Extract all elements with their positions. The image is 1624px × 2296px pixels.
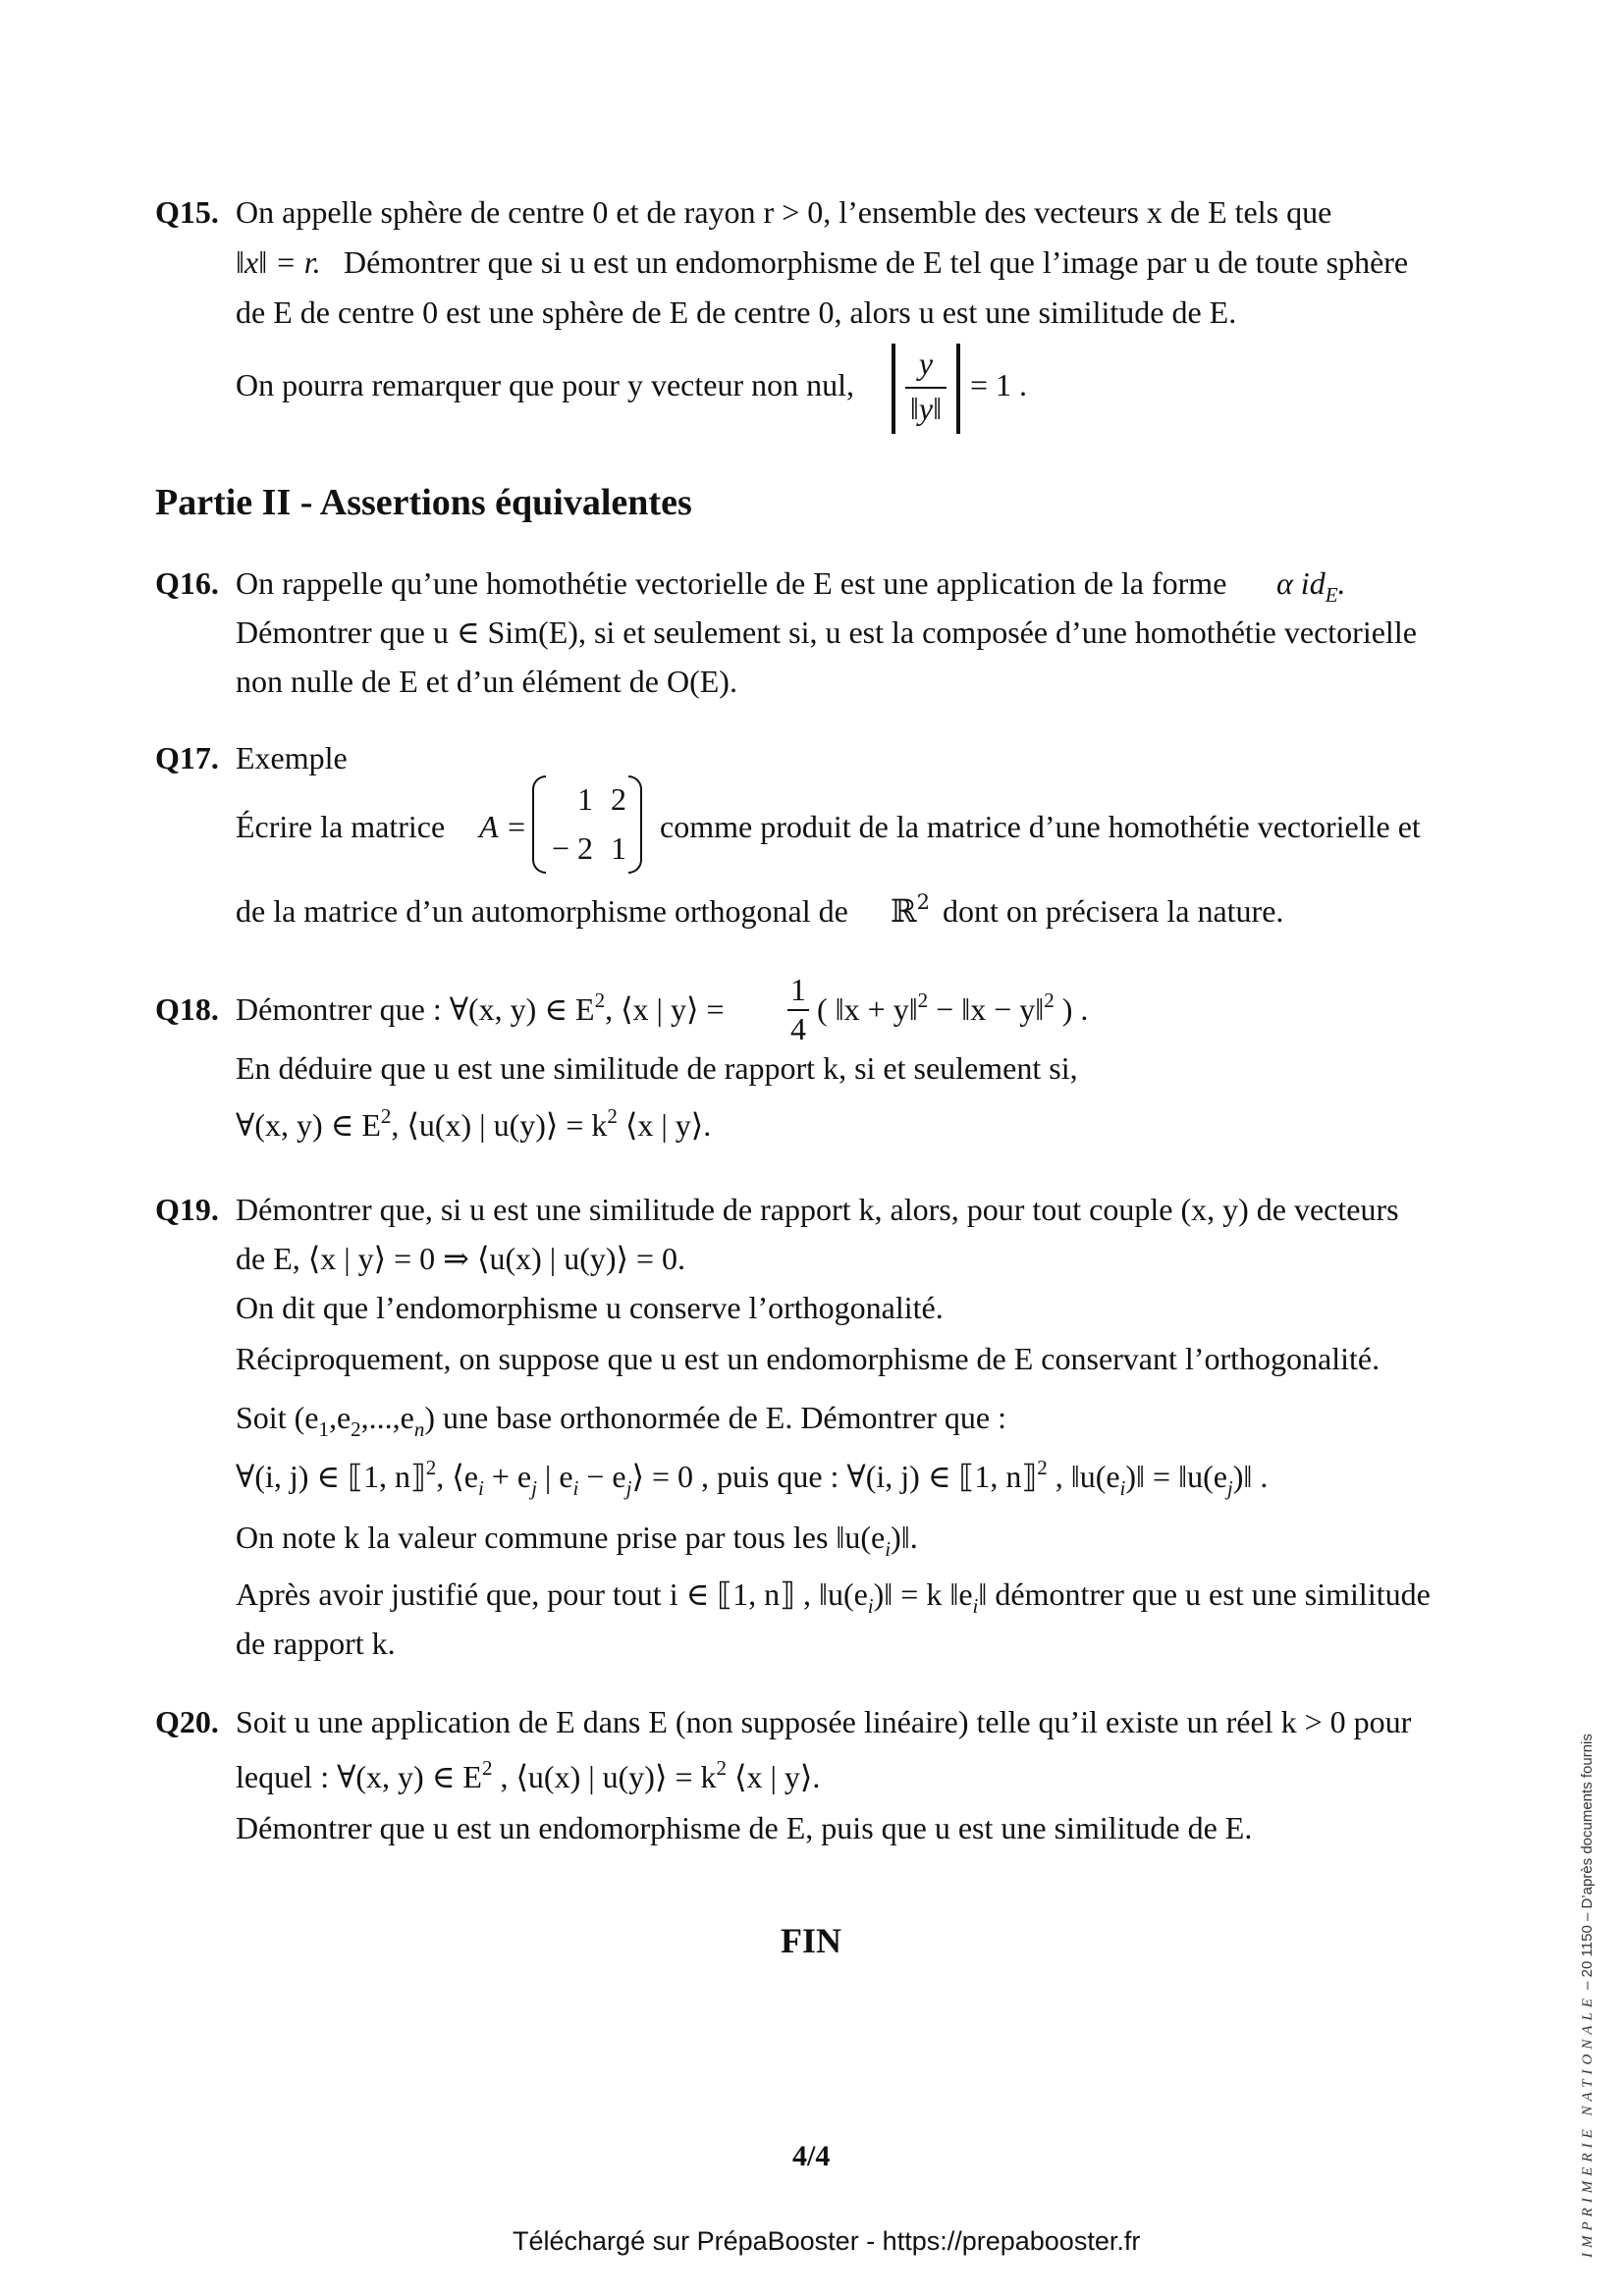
q17-line2b: dont on précisera la nature. bbox=[943, 893, 1284, 929]
q18-line1-norms: ( ‖x + y‖$^2$ − ‖x − y‖$^2$ ) . bbox=[817, 988, 1089, 1027]
q18-frac-num: 1 bbox=[790, 972, 806, 1007]
q17-matrix-name: A = bbox=[479, 809, 527, 844]
q18-label: Q18. bbox=[155, 991, 219, 1027]
q17-title: Exemple bbox=[236, 740, 348, 775]
side-imprimerie: IMPRIMERIE NATIONALE bbox=[1580, 1994, 1596, 2258]
matrix-cell-1-2: 2 bbox=[611, 781, 626, 817]
matrix-cell-2-2: 1 bbox=[611, 830, 626, 866]
q15-fraction bbox=[892, 344, 960, 434]
q16-line1: On rappelle qu’une homothétie vectorielle de E est une application de la forme bbox=[236, 565, 1227, 601]
q15-line3: de E de centre 0 est une sphère de E de centre 0, alors u est une similitude de E. bbox=[236, 294, 1237, 330]
q17-line1a: Écrire la matrice bbox=[236, 809, 446, 844]
q17-line2a: de la matrice d’un automorphisme orthogonal de bbox=[236, 893, 848, 929]
end-marker: FIN bbox=[781, 1921, 841, 1960]
side-reference: – 20 1150 – D’après documents fournis bbox=[1579, 1734, 1596, 1990]
matrix-cell-1-1: 1 bbox=[577, 781, 593, 817]
q20-line3: Démontrer que u est un endomorphisme de E, puis que u est une similitude de E. bbox=[236, 1810, 1253, 1845]
q15-label: Q15. bbox=[155, 194, 219, 230]
q17-matrix bbox=[532, 775, 642, 874]
q16-line3: non nulle de E et d’un élément de O(E). bbox=[236, 664, 737, 699]
q19-line5: Soit $(e_1,e_2,...,e_n)$ une base orthonormée de E. Démontrer que : bbox=[236, 1400, 1007, 1441]
q19-line4: Réciproquement, on suppose que u est un endomorphisme de E conservant l’orthogonalité. bbox=[236, 1341, 1380, 1376]
section-heading: Partie II - Assertions équivalentes bbox=[155, 482, 692, 523]
q15-norm-equals-r: ‖x‖ = r. bbox=[236, 244, 321, 280]
matrix-cell-2-1: − 2 bbox=[551, 830, 593, 866]
q15-line2: Démontrer que si u est un endomorphisme de E tel que l’image par u de toute sphère bbox=[344, 244, 1409, 280]
q17-line1b: comme produit de la matrice d’une homothétie vectorielle et bbox=[660, 809, 1421, 844]
q17-r2: ℝ$^2$ bbox=[891, 890, 930, 930]
q18-line3: ∀(x, y) ∈ $E^2$, ⟨u(x) | u(y)⟩ = $k^2$ ⟨x | y⟩. bbox=[236, 1104, 712, 1143]
q19-line9: de rapport k. bbox=[236, 1626, 396, 1661]
q15-frac-equals: = 1 . bbox=[970, 367, 1028, 402]
q20-line1: Soit u une application de E dans E (non supposée linéaire) telle qu’il existe un réel k > 0 pour bbox=[236, 1704, 1412, 1739]
q20-label: Q20. bbox=[155, 1704, 219, 1739]
q19-label: Q19. bbox=[155, 1192, 219, 1227]
q16-label: Q16. bbox=[155, 565, 219, 601]
q19-line8: Après avoir justifié que, pour tout i ∈ ⟦1, n⟧ , $‖u(e_i)‖ = k$ $‖e_i‖$ démontrer que u est une similitude bbox=[236, 1576, 1431, 1618]
q19-line2: de E, ⟨x | y⟩ = 0 ⇒ ⟨u(x) | u(y)⟩ = 0. bbox=[236, 1241, 686, 1276]
q20-line2: lequel : ∀(x, y) ∈ $E^2$ , ⟨u(x) | u(y)⟩ = $k^2$ ⟨x | y⟩. bbox=[236, 1756, 821, 1794]
q15-frac-num: y bbox=[918, 346, 934, 381]
q19-line1: Démontrer que, si u est une similitude de rapport k, alors, pour tout couple (x, y) de vecteurs bbox=[236, 1192, 1399, 1227]
q16-line2: Démontrer que u ∈ Sim(E), si et seulement si, u est la composée d’une homothétie vectorielle bbox=[236, 614, 1417, 650]
q18-fraction bbox=[784, 972, 813, 1048]
q19-line6: ∀(i, j) ∈ ⟦1, n⟧$^2$, $⟨e_i + e_j$ | $e_i$ − $e_j⟩ = 0$ , puis que : ∀(i, j) ∈ ⟦1, n⟧$^2$ , $‖u(e_i)‖$ = $‖u(e_j)‖$ . bbox=[236, 1456, 1269, 1500]
page-number: 4/4 bbox=[792, 2140, 831, 2172]
q15-frac-den: ‖y‖ bbox=[909, 391, 943, 426]
q18-frac-den: 4 bbox=[790, 1011, 806, 1046]
q15-hint: On pourra remarquer que pour y vecteur non nul, bbox=[236, 367, 854, 402]
q19-line7: On note k la valeur commune prise par tous les $‖u(e_i)‖$. bbox=[236, 1520, 918, 1561]
footer-download-note: Téléchargé sur PrépaBooster - https://prepabooster.fr bbox=[513, 2226, 1141, 2256]
side-print-credit bbox=[1579, 1734, 1597, 2258]
q16-homothety: α $id_E$. bbox=[1276, 565, 1346, 607]
q19-line3: On dit que l’endomorphisme u conserve l’orthogonalité. bbox=[236, 1290, 944, 1325]
q18-line2: En déduire que u est une similitude de rapport k, si et seulement si, bbox=[236, 1050, 1078, 1086]
q18-line1: Démontrer que : ∀(x, y) ∈ $E^2$, ⟨x | y⟩ = bbox=[236, 988, 725, 1027]
q15-line1: On appelle sphère de centre 0 et de rayon r > 0, l’ensemble des vecteurs x de E tels que bbox=[236, 194, 1332, 230]
q17-label: Q17. bbox=[155, 740, 219, 775]
